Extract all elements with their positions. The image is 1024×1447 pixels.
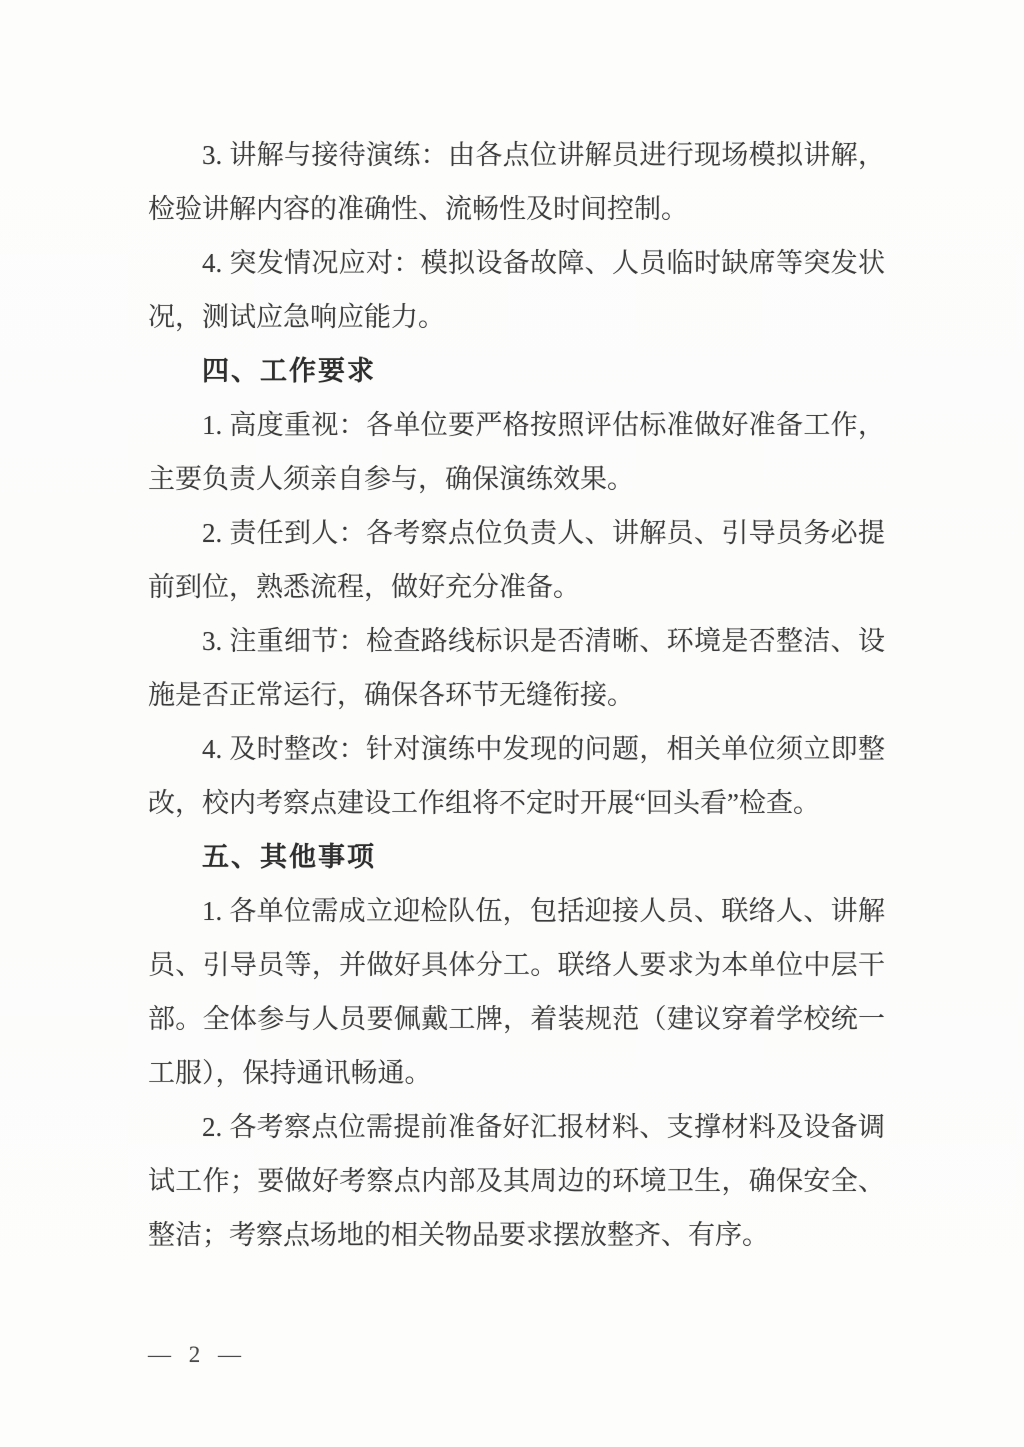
paragraph-timely-rectification: 4. 及时整改：针对演练中发现的问题，相关单位须立即整改，校内考察点建设工作组将不定时开展“回头看”检查。: [148, 734, 885, 818]
section-heading-other-matters: 五、其他事项: [202, 842, 376, 872]
paragraph-emergency-response: 4. 突发情况应对：模拟设备故障、人员临时缺席等突发状况，测试应急响应能力。: [148, 248, 885, 332]
document-body: [148, 128, 885, 1262]
paragraph-responsibility: 2. 责任到人：各考察点位负责人、讲解员、引导员务必提前到位，熟悉流程，做好充分准备。: [148, 518, 885, 602]
paragraph-attention-to-detail: 3. 注重细节：检查路线标识是否清晰、环境是否整洁、设施是否正常运行，确保各环节无缝衔接。: [148, 626, 885, 710]
section-heading-work-requirements: 四、工作要求: [202, 356, 376, 386]
paragraph-reception-team: 1. 各单位需成立迎检队伍，包括迎接人员、联络人、讲解员、引导员等，并做好具体分工。联络人要求为本单位中层干部。全体参与人员要佩戴工牌，着装规范（建议穿着学校统一工服），保持通讯畅通。: [148, 896, 885, 1088]
page-number: — 2 —: [148, 1342, 247, 1367]
paragraph-high-priority: 1. 高度重视：各单位要严格按照评估标准做好准备工作，主要负责人须亲自参与，确保演练效果。: [148, 410, 885, 494]
paragraph-site-preparation: 2. 各考察点位需提前准备好汇报材料、支撑材料及设备调试工作；要做好考察点内部及其周边的环境卫生，确保安全、整洁；考察点场地的相关物品要求摆放整齐、有序。: [148, 1112, 885, 1250]
paragraph-briefing-drill: 3. 讲解与接待演练：由各点位讲解员进行现场模拟讲解，检验讲解内容的准确性、流畅性及时间控制。: [148, 140, 885, 224]
